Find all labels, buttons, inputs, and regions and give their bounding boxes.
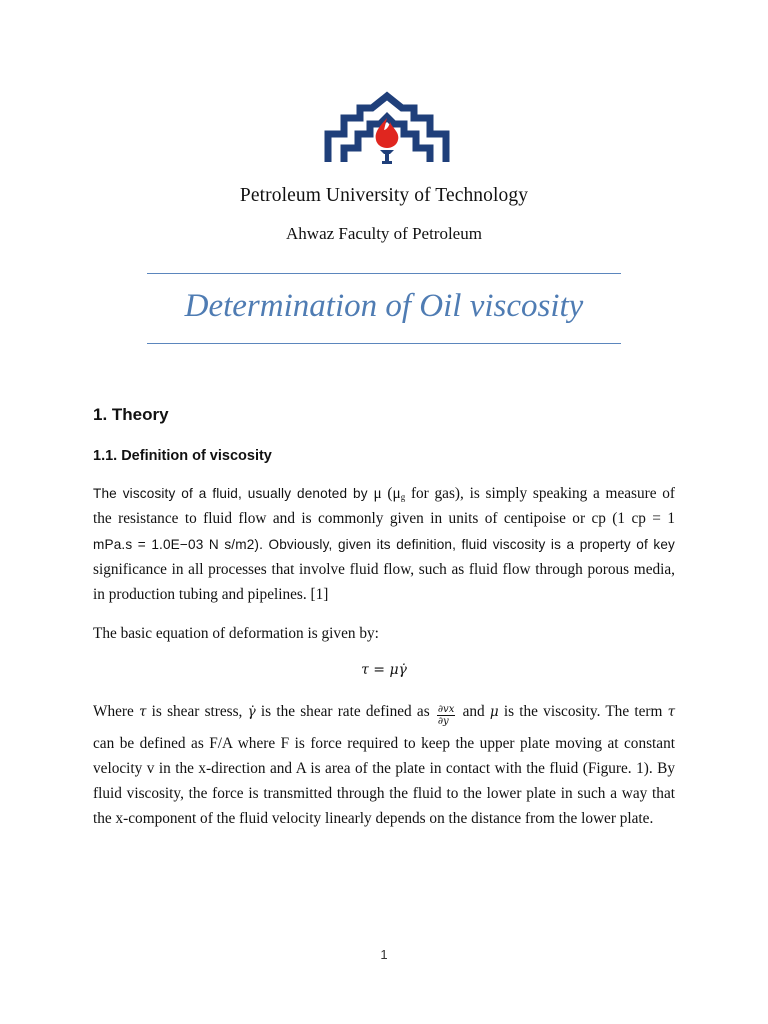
paragraph-line: velocity v in the x-direction and A is area of the plate in contact with the fluid (Figure. 1). By <box>93 760 675 777</box>
shear-rate-fraction: $\frac{\partial vx}{\partial y}$ <box>437 704 455 727</box>
section-heading: 1. Theory <box>93 405 169 424</box>
paragraph-line: The viscosity of a fluid, usually denoted by μ ($\mu_g$ for gas), is simply speaking a measure of <box>93 485 676 502</box>
paragraph-line: Where τ is shear stress, γ̇ is the shear rate defined as $\frac{\partial vx}{\partial y}$ and μ is the viscosity. The term τ <box>93 703 676 727</box>
subsection-heading: 1.1. Definition of viscosity <box>93 448 272 464</box>
page-number: 1 <box>380 947 388 962</box>
paragraph-line: the resistance to fluid flow and is commonly given in units of centipoise or cp (1 cp = 1 <box>93 510 675 527</box>
deformation-equation: τ = μγ̇ <box>361 662 407 678</box>
faculty-name: Ahwaz Faculty of Petroleum <box>286 224 482 243</box>
university-name: Petroleum University of Technology <box>239 185 529 206</box>
document-title: Determination of Oil viscosity <box>184 288 584 324</box>
paragraph-line: fluid viscosity, the force is transmitted through the fluid to the lower plate in such a way that <box>93 785 675 802</box>
paragraph-line: the x-component of the fluid velocity linearly depends on the distance from the lower plate. <box>93 810 654 827</box>
title-rule-top <box>147 273 621 274</box>
title-rule-bottom <box>147 343 621 344</box>
paragraph-line: can be defined as F/A where F is force required to keep the upper plate moving at constant <box>93 735 675 752</box>
paragraph-line: in production tubing and pipelines. [1] <box>93 586 329 603</box>
paragraph-line: mPa.s = 1.0E−03 N s/m2). Obviously, given its definition, fluid viscosity is a property of key <box>93 537 675 552</box>
paragraph-line: significance in all processes that involve fluid flow, such as fluid flow through porous media, <box>93 561 675 578</box>
paragraph-line: The basic equation of deformation is given by: <box>93 625 379 642</box>
university-logo <box>322 90 452 170</box>
